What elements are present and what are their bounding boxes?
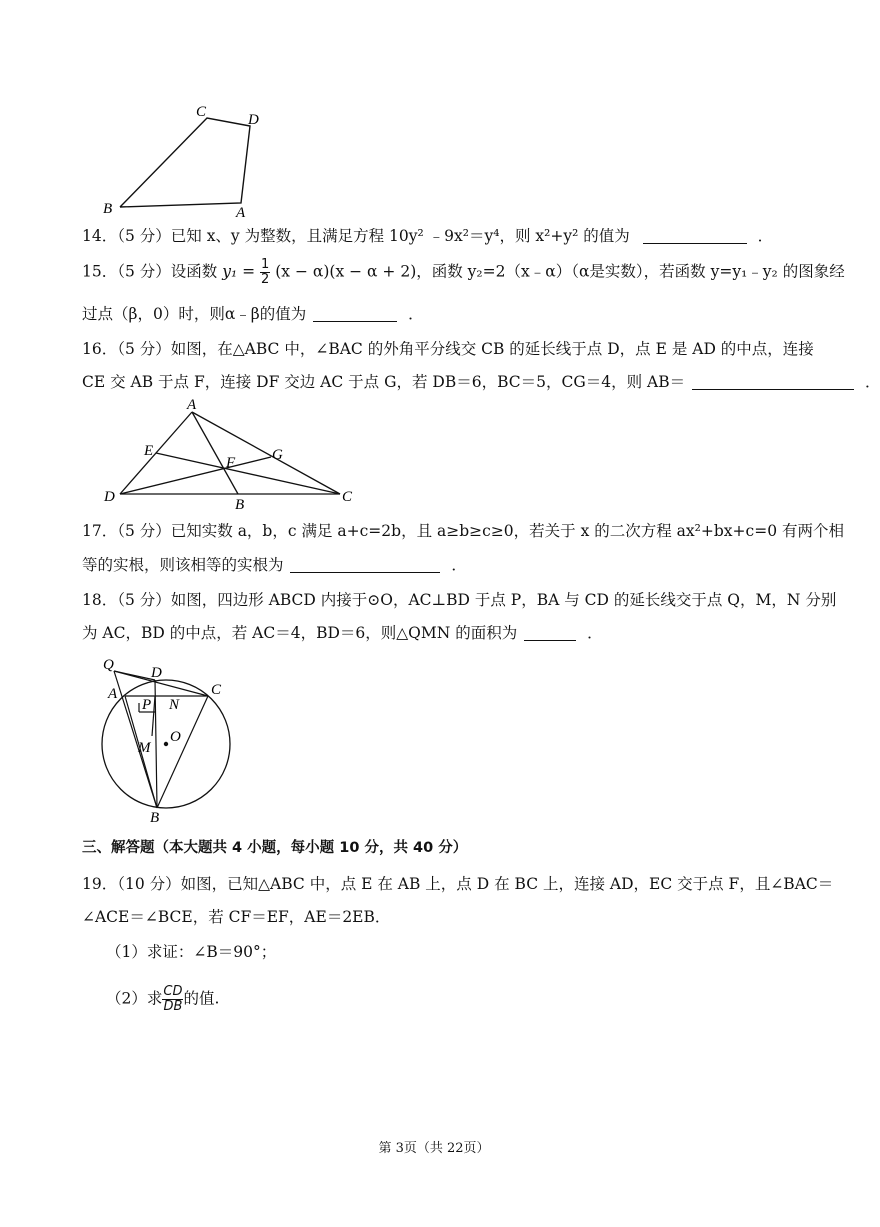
label-B: B xyxy=(235,497,245,513)
question-19-line1 xyxy=(82,874,833,894)
label-A: A xyxy=(108,686,118,702)
label-E: E xyxy=(144,443,154,459)
question-16-line1-text: 16．（5 分）如图，在△ABC 中，∠BAC 的外角平分线交 CB 的延长线于点 D，点 E 是 AD 的中点，连接 xyxy=(82,340,814,358)
question-16-end: ． xyxy=(864,373,880,391)
question-14-text: 14．（5 分）已知 x、y 为整数，且满足方程 10y² ﹣9x²＝y⁴，则 x²+y² 的值为 xyxy=(82,227,630,245)
question-15-line2-text: 过点（β，0）时，则α﹣β的值为 xyxy=(82,305,307,323)
question-19-part1 xyxy=(106,942,276,962)
question-18-end: ． xyxy=(587,624,603,642)
question-15-end: ． xyxy=(408,305,424,323)
label-Q: Q xyxy=(103,657,114,673)
section-heading xyxy=(82,838,467,858)
question-18-line2 xyxy=(82,623,603,643)
question-19-part2 xyxy=(106,985,219,1014)
question-18-line1-text: 18．（5 分）如图，四边形 ABCD 内接于⊙O，AC⊥BD 于点 P，BA 与 CD 的延长线交于点 Q，M，N 分别 xyxy=(82,591,837,609)
label-D: D xyxy=(248,112,259,128)
label-C: C xyxy=(342,489,353,505)
fraction-numerator: CD xyxy=(163,984,183,999)
figure-triangle-abc xyxy=(95,395,370,515)
label-D: D xyxy=(151,665,162,681)
label-A: A xyxy=(187,397,197,413)
question-19-line2 xyxy=(82,907,390,927)
question-18-line1 xyxy=(82,590,836,610)
question-19-part2-prefix: （2）求 xyxy=(106,989,163,1008)
question-18-line2-text: 为 AC，BD 的中点，若 AC＝4，BD＝6，则△QMN 的面积为 xyxy=(82,624,518,642)
question-14 xyxy=(82,226,773,246)
quadrilateral-outline xyxy=(120,118,250,207)
label-O: O xyxy=(170,729,181,745)
answer-blank-15[interactable] xyxy=(313,305,397,322)
label-F: F xyxy=(226,455,236,471)
question-15-y1: y₁ = xyxy=(222,262,256,281)
question-15-line1 xyxy=(82,258,845,287)
center-dot-o xyxy=(164,742,168,746)
question-17-line2-text: 等的实根，则该相等的实根为 xyxy=(82,556,284,574)
question-19-line1-text: 19．（10 分）如图，已知△ABC 中，点 E 在 AB 上，点 D 在 BC 上，连接 AD，EC 交于点 F，且∠BAC＝ xyxy=(82,875,834,893)
label-B: B xyxy=(150,810,160,826)
label-N: N xyxy=(169,697,180,713)
label-A: A xyxy=(236,205,246,221)
question-15-intro: 15．（5 分）设函数 xyxy=(82,262,218,281)
answer-blank-16[interactable] xyxy=(692,373,854,390)
figure-quadrilateral xyxy=(95,100,275,220)
page-footer xyxy=(0,1137,868,1156)
question-15-line2 xyxy=(82,304,424,324)
question-19-part2-suffix: 的值. xyxy=(183,989,220,1008)
fraction-denominator: 2 xyxy=(261,272,270,287)
label-C: C xyxy=(196,104,207,120)
fraction-cd-db xyxy=(162,985,183,1014)
page-number: 第 3页（共 22页） xyxy=(378,1141,490,1156)
question-17-line1-text: 17．（5 分）已知实数 a，b，c 满足 a+c=2b，且 a≥b≥c≥0，若关于 x 的二次方程 ax²+bx+c=0 有两个相 xyxy=(82,522,844,540)
fraction-denominator: DB xyxy=(163,999,183,1014)
label-B: B xyxy=(103,201,113,217)
fraction-numerator: 1 xyxy=(261,257,270,272)
label-G: G xyxy=(272,447,283,463)
question-17-line1 xyxy=(82,521,844,541)
question-16-line1 xyxy=(82,339,814,359)
question-16-line2-text: CE 交 AB 于点 F，连接 DF 交边 AC 于点 G，若 DB＝6，BC＝5，CG＝4，则 AB＝ xyxy=(82,373,686,391)
question-15-rest: (x − α)(x − α + 2)，函数 y₂=2（x﹣α）（α是实数），若函数 y=y₁﹣y₂ 的图象经 xyxy=(275,262,845,281)
label-P: P xyxy=(142,697,152,713)
question-17-end: ． xyxy=(451,556,467,574)
figure-cyclic-quadrilateral xyxy=(95,650,245,830)
question-17-line2 xyxy=(82,555,467,575)
label-M: M xyxy=(138,740,151,756)
fraction-one-half xyxy=(260,258,270,287)
question-19-part1-text: （1）求证：∠B＝90°； xyxy=(106,943,277,961)
question-14-end: ． xyxy=(757,227,774,245)
answer-blank-18[interactable] xyxy=(524,624,576,641)
answer-blank-14[interactable] xyxy=(643,227,747,244)
question-19-line2-text: ∠ACE＝∠BCE，若 CF＝EF，AE＝2EB． xyxy=(82,908,391,926)
question-16-line2 xyxy=(82,372,880,392)
label-D: D xyxy=(104,489,115,505)
answer-blank-17[interactable] xyxy=(290,556,440,573)
section-heading-text: 三、解答题（本大题共 4 小题，每小题 10 分，共 40 分） xyxy=(82,840,468,856)
label-C: C xyxy=(211,682,222,698)
